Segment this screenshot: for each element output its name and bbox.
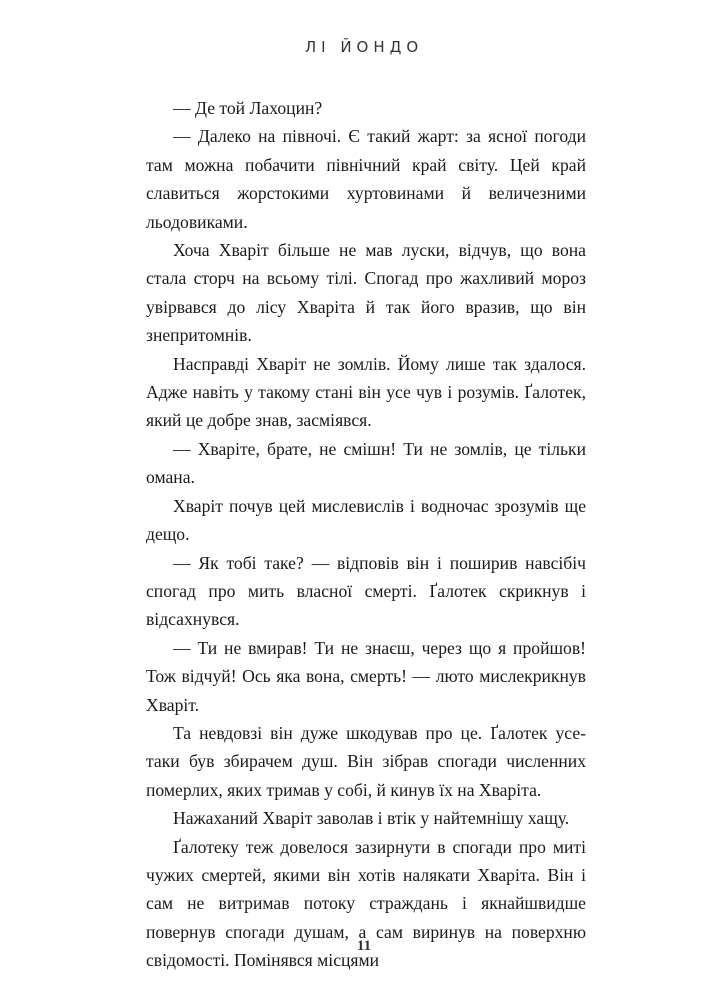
paragraph: Ґалотеку теж довелося зазирнути в спогади про миті чужих смертей, якими він хотів налякати Хваріта. Він і сам не витримав потоку страждань і якнайшвидше повернув спогади душам, а сам виринув на поверхню свідомості. Помінявся місцями [146, 836, 586, 971]
paragraph: Хваріт почув цей мислевислів і водночас зрозумів ще дещо. [146, 495, 586, 545]
running-head: ЛІ ЙОНДО [304, 38, 424, 56]
paragraph: — Як тобі таке? — відповів він і поширив навсібіч спогад про мить власної смерті. Ґалотек скрикнув і відсахнувся. [146, 552, 586, 630]
paragraph: Хоча Хваріт більше не мав луски, відчув, що вона стала сторч на всьому тілі. Спогад про жахливий мороз увірвався до лісу Хваріта й так його вразив, що він знепритомнів. [146, 240, 586, 346]
paragraph: — Хваріте, брате, не смішн! Ти не зомлів, це тільки омана. [146, 438, 586, 488]
page-text [146, 94, 586, 975]
paragraph: — Далеко на півночі. Є такий жарт: за ясної погоди там можна побачити північний край світу. Цей край славиться жорстокими хуртовинами й величезними льодовиками. [146, 126, 586, 232]
paragraph: Та невдовзі він дуже шкодував про це. Ґалотек усе-таки був збирачем душ. Він зібрав спогади численних померлих, яких тримав у собі, й кинув їх на Хваріта. [146, 722, 586, 800]
page-number: 11 [356, 938, 372, 954]
paragraph: Нажаханий Хваріт заволав і втік у найтемнішу хащу. [173, 808, 570, 829]
paragraph: Насправді Хваріт не зомлів. Йому лише так здалося. Адже навіть у такому стані він усе чув і розумів. Ґалотек, який це добре знав, засміявся. [146, 353, 586, 431]
paragraph: — Ти не вмирав! Ти не знаєш, через що я пройшов! Тож відчуй! Ось яка вона, смерть! — люто мислекрикнув Хваріт. [146, 637, 586, 715]
paragraph: — Де той Лахоцин? [173, 98, 323, 118]
